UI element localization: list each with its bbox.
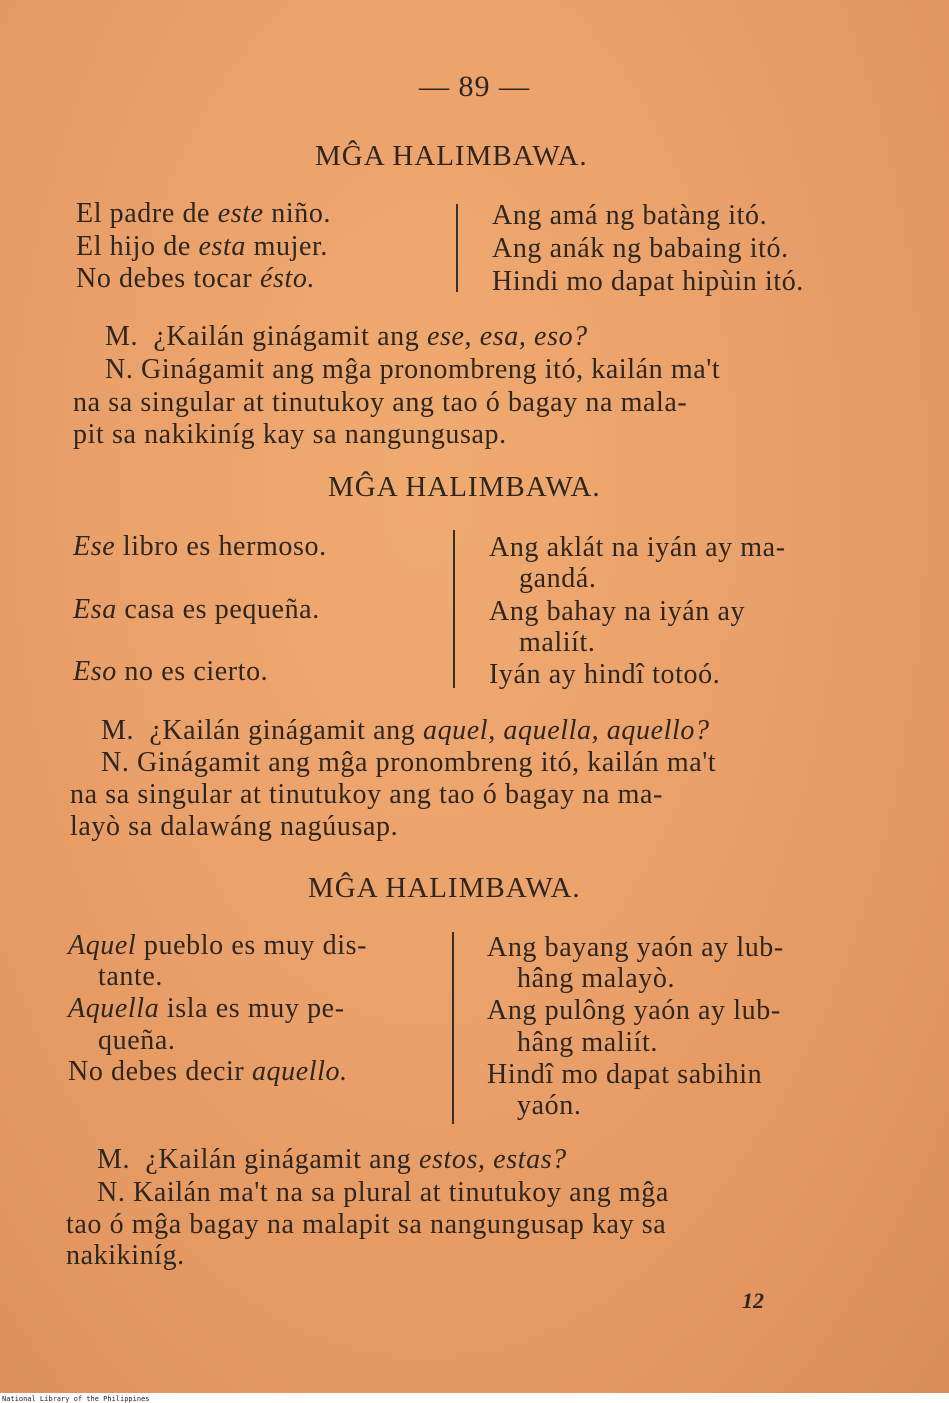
answer-2-line-3: layò sa dalawáng nagúusap. bbox=[70, 811, 399, 842]
answer-1-line-2: na sa singular at tinutukoy ang tao ó bagay na mala- bbox=[73, 387, 688, 418]
example-right-3-1: Ang bayang yaón ay lub- bbox=[487, 932, 784, 963]
section-heading-3: MĜA HALIMBAWA. bbox=[308, 872, 581, 904]
example-left-2-1: Ese libro es hermoso. bbox=[73, 531, 327, 562]
example-right-2-3: Ang bahay na iyán ay bbox=[489, 596, 746, 627]
example-left-3-1: Aquel pueblo es muy dis- bbox=[68, 930, 368, 961]
answer-1-line-1: N. Ginágamit ang mĝa pronombreng itó, kailán ma't bbox=[105, 354, 721, 385]
section-heading-1: MĜA HALIMBAWA. bbox=[315, 140, 588, 172]
question-2: M. ¿Kailán ginágamit ang aquel, aquella, aquello? bbox=[101, 715, 710, 746]
example-right-1-1: Ang amá ng batàng itó. bbox=[492, 200, 768, 231]
column-divider-3 bbox=[452, 932, 454, 1124]
example-right-3-5: Hindî mo dapat sabihin bbox=[487, 1059, 763, 1090]
answer-3-line-1: N. Kailán ma't na sa plural at tinutukoy ang mĝa bbox=[97, 1177, 669, 1208]
column-divider-2 bbox=[453, 530, 455, 688]
answer-3-line-2: tao ó mĝa bagay na malapit sa nangungusap kay sa bbox=[66, 1209, 667, 1240]
answer-2-line-1: N. Ginágamit ang mĝa pronombreng itó, kailán ma't bbox=[101, 747, 717, 778]
page-number: — 89 — bbox=[419, 70, 530, 103]
example-right-3-4: hâng maliít. bbox=[517, 1027, 658, 1058]
example-left-3-5: No debes decir aquello. bbox=[68, 1056, 348, 1087]
column-divider-1 bbox=[456, 204, 458, 292]
example-right-1-2: Ang anák ng babaing itó. bbox=[492, 233, 789, 264]
question-3: M. ¿Kailán ginágamit ang estos, estas? bbox=[97, 1144, 567, 1175]
example-left-3-4: queña. bbox=[98, 1025, 176, 1056]
signature-mark: 12 bbox=[742, 1288, 764, 1313]
library-credit: National Library of the Philippines bbox=[2, 1395, 150, 1403]
example-right-1-3: Hindi mo dapat hipùin itó. bbox=[492, 266, 804, 297]
example-right-3-3: Ang pulông yaón ay lub- bbox=[487, 995, 781, 1026]
example-left-3-3: Aquella isla es muy pe- bbox=[68, 993, 345, 1024]
example-left-2-2: Esa casa es pequeña. bbox=[73, 594, 320, 625]
example-right-3-6: yaón. bbox=[517, 1090, 582, 1121]
section-heading-2: MĜA HALIMBAWA. bbox=[328, 471, 601, 503]
example-left-1-2: El hijo de esta mujer. bbox=[76, 231, 328, 262]
example-right-2-2: gandá. bbox=[519, 563, 597, 594]
example-left-1-3: No debes tocar ésto. bbox=[76, 263, 316, 294]
example-left-1-1: El padre de este niño. bbox=[76, 198, 332, 229]
example-right-2-1: Ang aklát na iyán ay ma- bbox=[489, 532, 786, 563]
example-right-3-2: hâng malayò. bbox=[517, 963, 676, 994]
answer-3-line-3: nakikiníg. bbox=[66, 1240, 185, 1271]
example-left-3-2: tante. bbox=[98, 961, 164, 992]
answer-2-line-2: na sa singular at tinutukoy ang tao ó bagay na ma- bbox=[70, 779, 663, 810]
example-right-2-4: maliít. bbox=[519, 627, 596, 658]
question-1: M. ¿Kailán ginágamit ang ese, esa, eso? bbox=[105, 321, 588, 352]
answer-1-line-3: pit sa nakikiníg kay sa nangungusap. bbox=[73, 419, 507, 450]
example-left-2-3: Eso no es cierto. bbox=[73, 656, 269, 687]
example-right-2-5: Iyán ay hindî totoó. bbox=[489, 659, 721, 690]
